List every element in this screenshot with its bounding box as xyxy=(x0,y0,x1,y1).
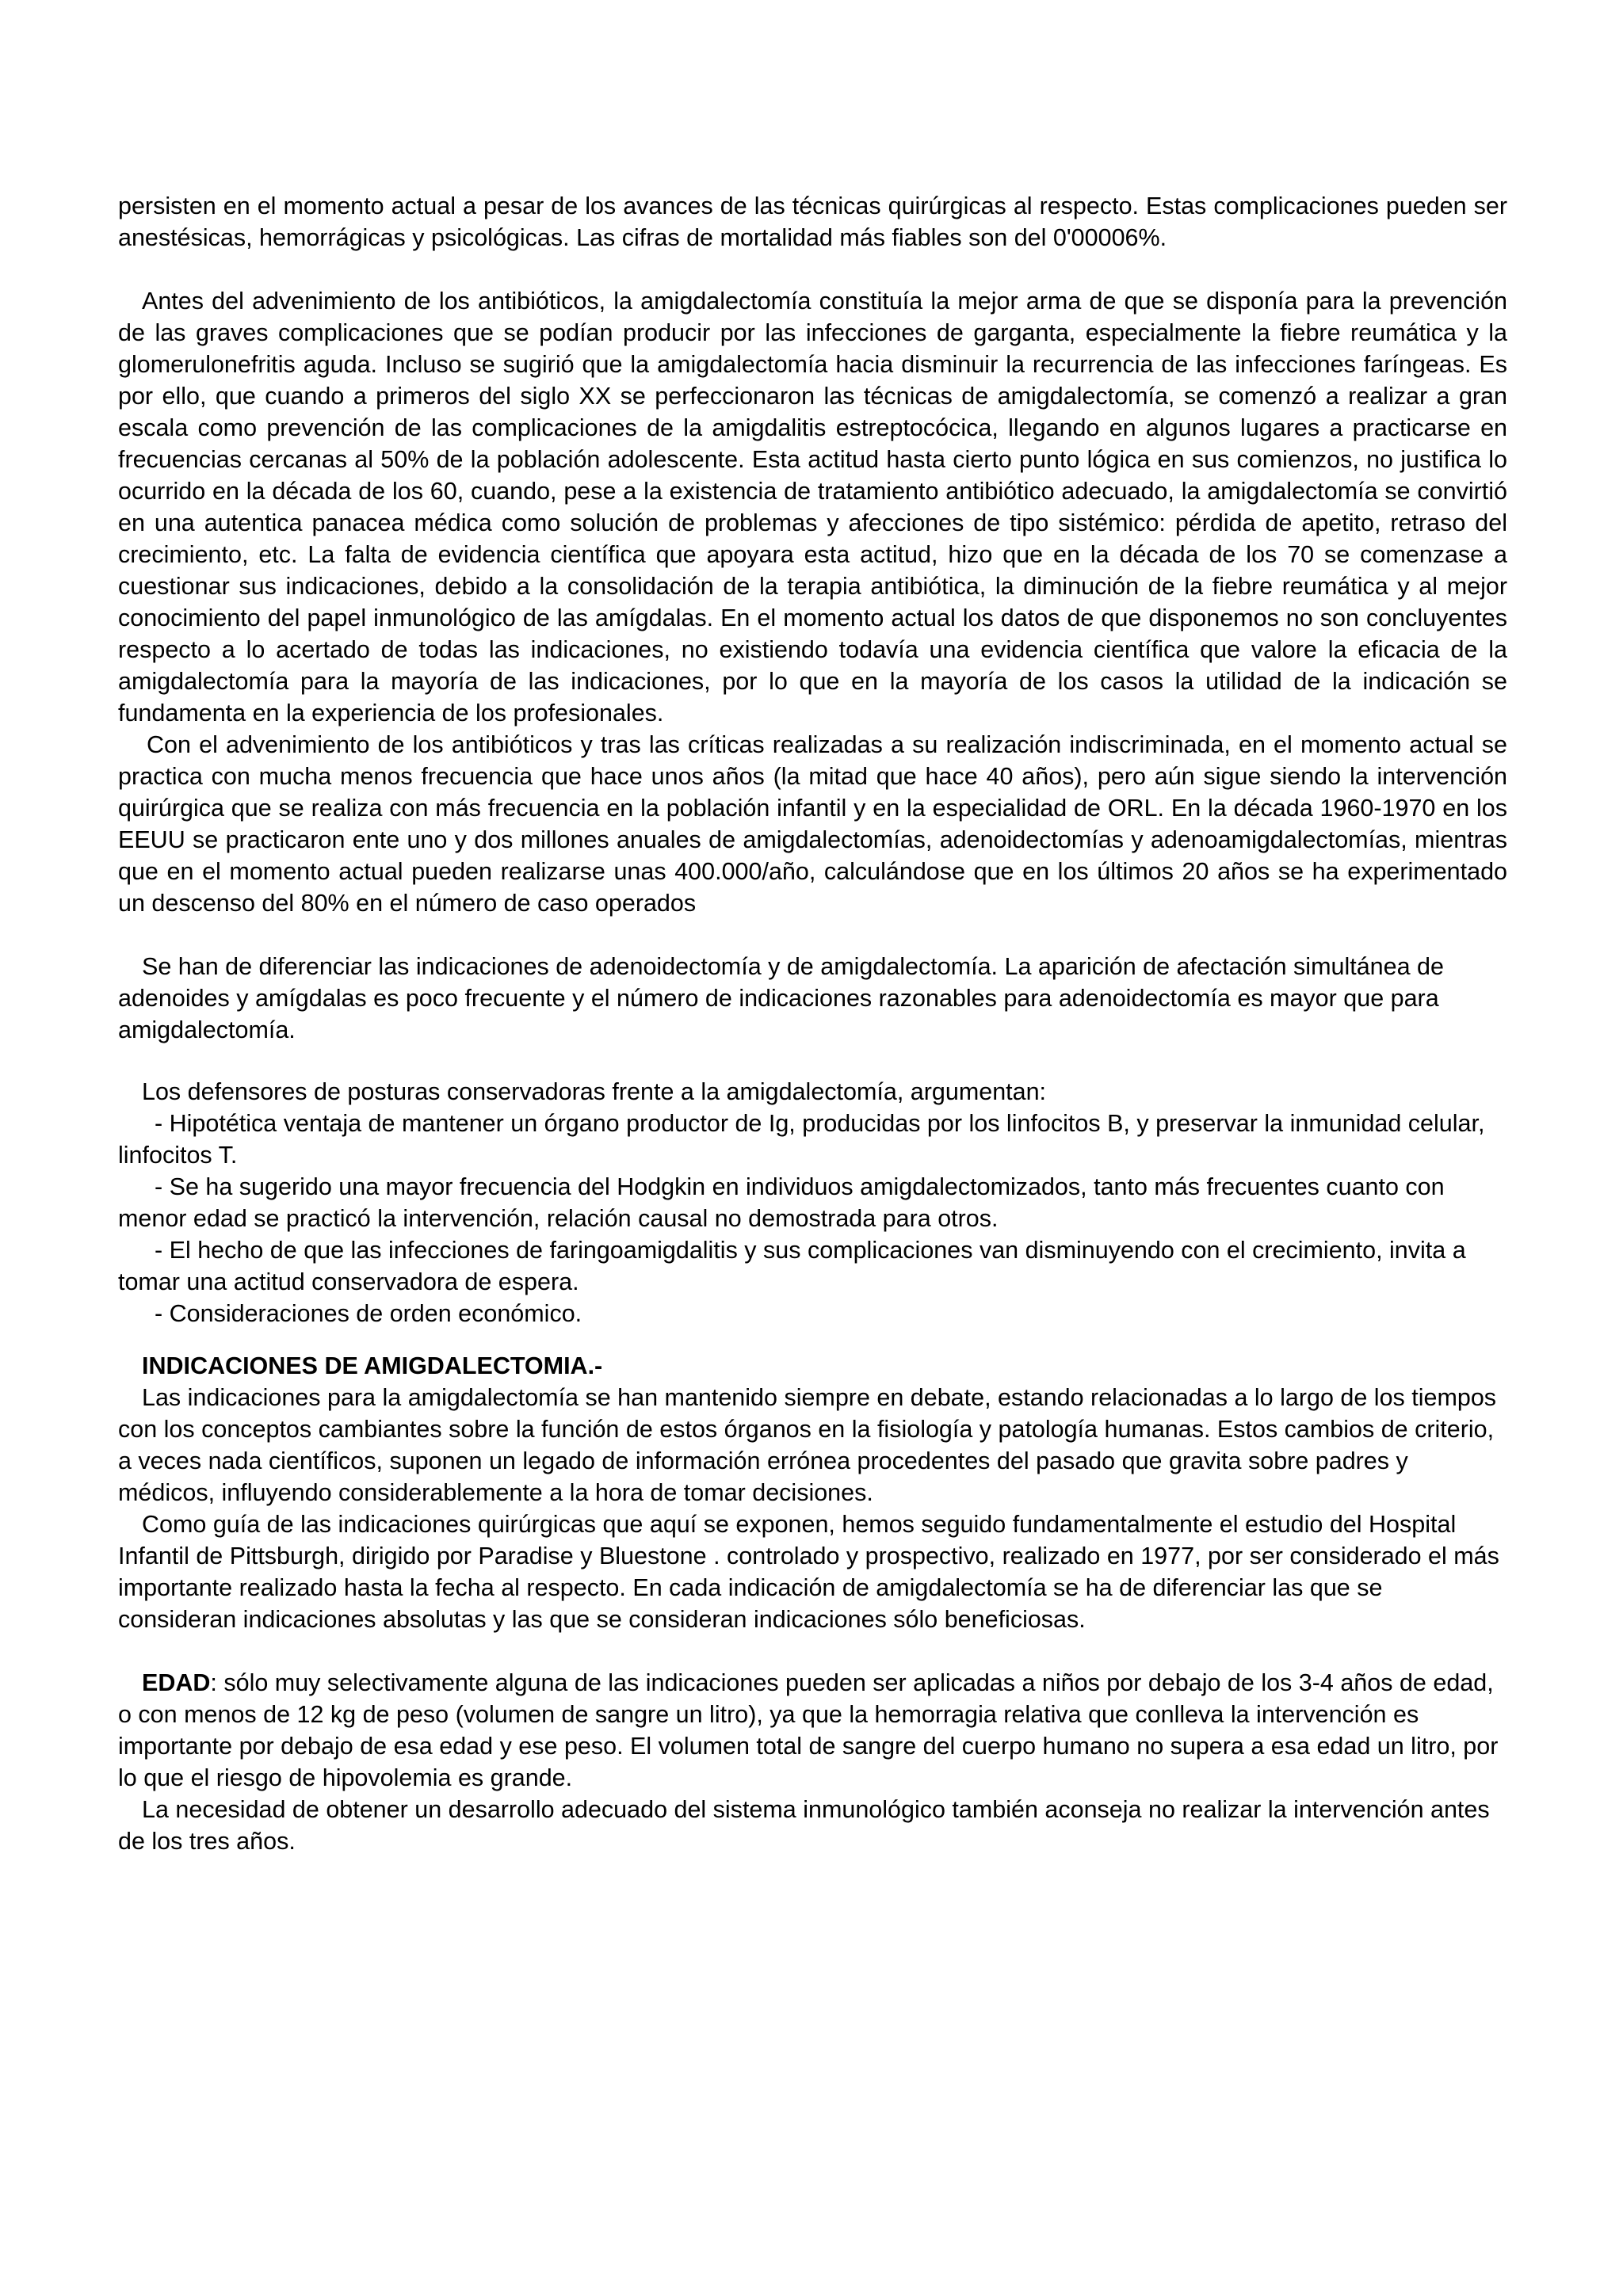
document-body xyxy=(118,190,1507,1857)
list-item-economic: - Consideraciones de orden económico. xyxy=(155,1300,582,1327)
spacer xyxy=(118,1329,1507,1350)
paragraph-edad xyxy=(118,1667,1507,1794)
paragraph-pittsburgh-study: Como guía de las indicaciones quirúrgicas que aquí se exponen, hemos seguido fundamentalmente el estudio del Hospital Infantil de Pittsburgh, dirigido por Paradise y Bluestone . controlado y prospectivo, realizado en 1977, por ser considerado el más importante realizado hasta la fecha al respecto. En cada indicación de amigdalectomía se ha de diferenciar las que se consideran indicaciones absolutas y las que se consideran indicaciones sólo beneficiosas. xyxy=(118,1511,1499,1633)
paragraph-differentiate: Se han de diferenciar las indicaciones de adenoidectomía y de amigdalectomía. La aparición de afectación simultánea de adenoides y amígdalas es poco frecuente y el número de indicaciones razonables para adenoidectomía es mayor que para amigdalectomía. xyxy=(118,953,1444,1043)
spacer xyxy=(118,1635,1507,1667)
paragraph-immune-development: La necesidad de obtener un desarrollo adecuado del sistema inmunológico también aconseja no realizar la intervención antes de los tres años. xyxy=(118,1796,1490,1855)
list-item-growth: - El hecho de que las infecciones de faringoamigdalitis y sus complicaciones van disminuyendo con el crecimiento, invita a tomar una actitud conservadora de espera. xyxy=(118,1237,1466,1295)
spacer xyxy=(118,254,1507,285)
paragraph-conservative-intro: Los defensores de posturas conservadoras frente a la amigdalectomía, argumentan: xyxy=(142,1078,1047,1105)
list-item-hodgkin: - Se ha sugerido una mayor frecuencia del Hodgkin en individuos amigdalectomizados, tanto más frecuentes cuanto con menor edad se practicó la intervención, relación causal no demostrada para otros. xyxy=(118,1173,1445,1232)
section-heading: INDICACIONES DE AMIGDALECTOMIA.- xyxy=(142,1352,603,1379)
spacer xyxy=(118,1046,1507,1076)
edad-label: EDAD xyxy=(142,1669,211,1696)
paragraph-complications: persisten en el momento actual a pesar de los avances de las técnicas quirúrgicas al respecto. Estas complicaciones pueden ser anestésicas, hemorrágicas y psicológicas. Las cifras de mortalidad más fiables son del 0'00006%. xyxy=(118,193,1507,251)
paragraph-frequency: Con el advenimiento de los antibióticos y tras las críticas realizadas a su realización indiscriminada, en el momento actual se practica con mucha menos frecuencia que hace unos años (la mitad que hace 40 años), pero aún sigue siendo la intervención quirúrgica que se realiza con más frecuencia en la población infantil y en la especialidad de ORL. En la década 1960-1970 en los EEUU se practicaron ente uno y dos millones anuales de amigdalectomías, adenoidectomías y adenoamigdalectomías, mientras que en el momento actual pueden realizarse unas 400.000/año, calculándose que en los últimos 20 años se ha experimentado un descenso del 80% en el número de caso operados xyxy=(118,731,1507,917)
edad-text: : sólo muy selectivamente alguna de las indicaciones pueden ser aplicadas a niños por debajo de los 3-4 años de edad, o con menos de 12 kg de peso (volumen de sangre un litro), ya que la hemorragia relativa que conlleva la intervención es importante por debajo de esa edad y ese peso. El volumen total de sangre del cuerpo humano no supera a esa edad un litro, por lo que el riesgo de hipovolemia es grande. xyxy=(118,1669,1499,1791)
spacer xyxy=(118,919,1507,951)
list-item-immunity: - Hipotética ventaja de mantener un órgano productor de Ig, producidas por los linfocitos B, y preservar la inmunidad celular, linfocitos T. xyxy=(118,1110,1485,1169)
paragraph-history: Antes del advenimiento de los antibióticos, la amigdalectomía constituía la mejor arma de que se disponía para la prevención de las graves complicaciones que se podían producir por las infecciones de garganta, especialmente la fiebre reumática y la glomerulonefritis aguda. Incluso se sugirió que la amigdalectomía hacia disminuir la recurrencia de las infecciones faríngeas. Es por ello, que cuando a primeros del siglo XX se perfeccionaron las técnicas de amigdalectomía, se comenzó a realizar a gran escala como prevención de las complicaciones de la amigdalitis estreptocócica, llegando en algunos lugares a practicarse en frecuencias cercanas al 50% de la población adolescente. Esta actitud hasta cierto punto lógica en sus comienzos, no justifica lo ocurrido en la década de los 60, cuando, pese a la existencia de tratamiento antibiótico adecuado, la amigdalectomía se convirtió en una autentica panacea médica como solución de problemas y afecciones de tipo sistémico: pérdida de apetito, retraso del crecimiento, etc. La falta de evidencia científica que apoyara esta actitud, hizo que en la década de los 70 se comenzase a cuestionar sus indicaciones, debido a la consolidación de la terapia antibiótica, la diminución de la fiebre reumática y al mejor conocimiento del papel inmunológico de las amígdalas. En el momento actual los datos de que disponemos no son concluyentes respecto a lo acertado de todas las indicaciones, no existiendo todavía una evidencia científica que valore la eficacia de la amigdalectomía para la mayoría de las indicaciones, por lo que en la mayoría de los casos la utilidad de la indicación se fundamenta en la experiencia de los profesionales. xyxy=(118,288,1507,727)
paragraph-indications-debate: Las indicaciones para la amigdalectomía se han mantenido siempre en debate, estando relacionadas a lo largo de los tiempos con los conceptos cambiantes sobre la función de estos órganos en la fisiología y patología humanas. Estos cambios de criterio, a veces nada científicos, suponen un legado de información errónea procedentes del pasado que gravita sobre padres y médicos, influyendo considerablemente a la hora de tomar decisiones. xyxy=(118,1384,1497,1506)
